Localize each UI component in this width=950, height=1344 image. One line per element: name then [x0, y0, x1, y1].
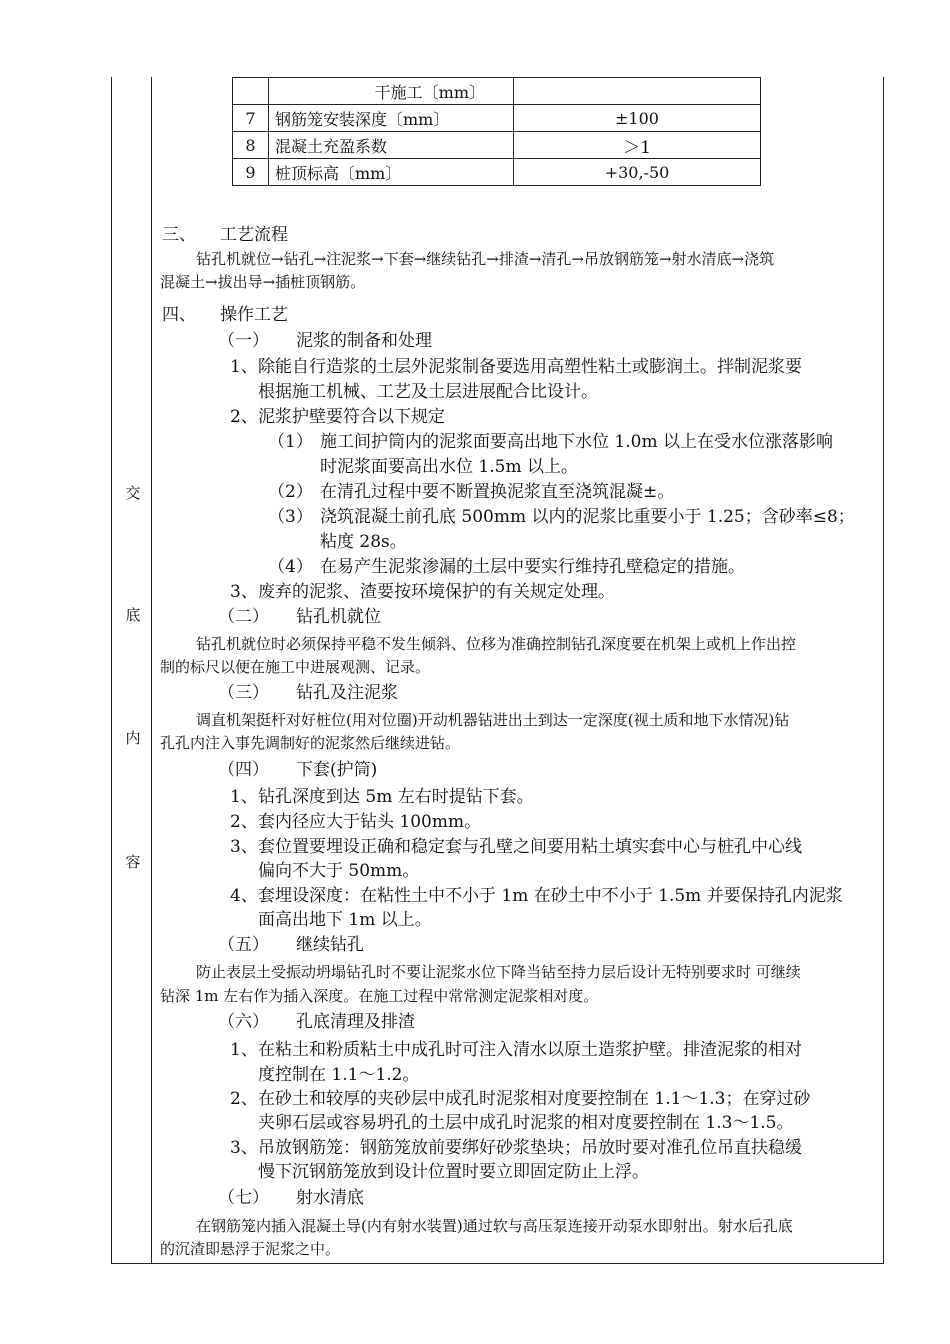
table-cell-item: 桩顶标高〔mm〕 — [269, 159, 514, 186]
subsection-number: （一） — [218, 331, 269, 351]
item-number: 2、 — [230, 812, 258, 832]
subsection-number: （七） — [218, 1188, 269, 1208]
item-text: 废弃的泥浆、渣要按环境保护的有关规定处理。 — [258, 582, 615, 602]
item-text: 泥浆护壁要符合以下规定 — [258, 407, 445, 427]
subsection-title: 钻孔机就位 — [296, 607, 381, 627]
subitem-text-line: 浇筑混凝土前孔底 500mm 以内的泥浆比重要小于 1.25；含砂率≤8； — [320, 507, 855, 527]
table-row — [233, 78, 761, 105]
subsection-number: （六） — [218, 1012, 269, 1032]
item-text: 钻孔深度到达 5m 左右时提钻下套。 — [258, 787, 534, 807]
item-number: 1、 — [230, 787, 258, 807]
item-number: 3、 — [230, 582, 258, 602]
subitem-text-line: 粘度 28s。 — [320, 532, 407, 552]
subitem-number: （3） — [268, 507, 313, 527]
paragraph-line: 调直机架挺杆对好桩位(用对位圈)开动机器钻进出土到达一定深度(视土质和地下水情况)钻 — [196, 711, 790, 729]
section-title: 工艺流程 — [220, 225, 288, 245]
subitem-text: 在易产生泥浆渗漏的土层中要实行维持孔壁稳定的措施。 — [320, 557, 745, 577]
item-text: 套内径应大于钻头 100mm。 — [258, 812, 482, 832]
section-number: 三、 — [162, 225, 196, 245]
table-cell-item: 钢筋笼安装深度〔mm〕 — [269, 105, 514, 132]
subsection-title: 射水清底 — [296, 1188, 364, 1208]
table-cell-no: 7 — [233, 105, 269, 132]
subsection-number: （四） — [218, 760, 269, 780]
paragraph-line: 钻深 1m 左右作为插入深度。在施工过程中常常测定泥浆相对度。 — [160, 987, 599, 1005]
table-cell-no: 9 — [233, 159, 269, 186]
item-number: 3、 — [230, 837, 258, 857]
subitem-text-line: 施工间护筒内的泥浆面要高出地下水位 1.0m 以上在受水位涨落影响 — [320, 432, 833, 452]
item-text-line: 除能自行造浆的土层外泥浆制备要选用高塑性粘土或膨润土。拌制泥浆要 — [258, 357, 802, 377]
section-title: 操作工艺 — [220, 305, 288, 325]
table-row — [233, 159, 761, 186]
subsection-number: （三） — [218, 683, 269, 703]
table-cell-item: 混凝土充盈系数 — [269, 132, 514, 159]
item-number: 3、 — [230, 1138, 258, 1158]
paragraph-line: 防止表层土受振动坍塌钻孔时不要让泥浆水位下降当钻至持力层后设计无特别要求时 可继续 — [196, 963, 801, 981]
flow-text-line: 钻孔机就位→钻孔→注泥浆→下套→继续钻孔→排渣→清孔→吊放钢筋笼→射水清底→浇筑 — [196, 250, 775, 268]
table-cell-value: ±100 — [514, 105, 761, 132]
table-cell-value: ＞1 — [514, 132, 761, 159]
item-text-line: 在砂土和较厚的夹砂层中成孔时泥浆相对度要控制在 1.1～1.3；在穿过砂 — [258, 1089, 811, 1109]
subsection-number: （五） — [218, 935, 269, 955]
subsection-title: 泥浆的制备和处理 — [296, 331, 432, 351]
table-row — [233, 105, 761, 132]
subsection-number: （二） — [218, 607, 269, 627]
section-number: 四、 — [162, 305, 196, 325]
item-number: 2、 — [230, 1089, 258, 1109]
side-label-char: 容 — [125, 853, 141, 871]
subitem-number: （4） — [268, 557, 313, 577]
item-text-line: 度控制在 1.1～1.2。 — [258, 1065, 420, 1085]
subitem-number: （2） — [268, 482, 313, 502]
item-number: 2、 — [230, 407, 258, 427]
table-cell-no — [233, 78, 269, 105]
side-label-char: 底 — [125, 606, 141, 624]
table-cell-value: +30,-50 — [514, 159, 761, 186]
item-text-line: 根据施工机械、工艺及土层进展配合比设计。 — [258, 382, 598, 402]
side-label-char: 内 — [125, 729, 141, 747]
table-row — [233, 132, 761, 159]
subsection-title: 钻孔及注泥浆 — [296, 683, 398, 703]
table-cell-item: 干施工〔mm〕 — [269, 78, 514, 105]
table-cell-value — [514, 78, 761, 105]
paragraph-line: 制的标尺以便在施工中进展观测、记录。 — [160, 658, 431, 676]
subsection-title: 孔底清理及排渣 — [296, 1012, 415, 1032]
subitem-text: 在清孔过程中要不断置换泥浆直至浇筑混凝±。 — [320, 482, 675, 502]
subsection-title: 下套(护筒) — [296, 760, 378, 780]
paragraph-line: 钻孔机就位时必须保持平稳不发生倾斜、位移为准确控制钻孔深度要在机架上或机上作出控 — [196, 635, 797, 653]
flow-text-line: 混凝土→拔出导→插桩顶钢筋。 — [160, 273, 366, 291]
item-text-line: 偏向不大于 50mm。 — [258, 861, 420, 881]
item-text-line: 套位置要埋设正确和稳定套与孔壁之间要用粘土填实套中心与桩孔中心线 — [258, 837, 802, 857]
spec-table — [232, 77, 761, 186]
item-text-line: 面高出地下 1m 以上。 — [258, 910, 432, 930]
item-text-line: 套埋设深度：在粘性土中不小于 1m 在砂土中不小于 1.5m 并要保持孔内泥浆 — [258, 886, 843, 906]
subitem-number: （1） — [268, 432, 313, 452]
subitem-text-line: 时泥浆面要高出水位 1.5m 以上。 — [320, 457, 578, 477]
item-text-line: 在粘土和粉质粘土中成孔时可注入清水以原土造浆护壁。排渣泥浆的相对 — [258, 1040, 802, 1060]
item-number: 4、 — [230, 886, 258, 906]
item-text-line: 慢下沉钢筋笼放到设计位置时要立即固定防止上浮。 — [258, 1162, 649, 1182]
paragraph-line: 孔孔内注入事先调制好的泥浆然后继续进钻。 — [160, 734, 461, 752]
paragraph-line: 的沉渣即悬浮于泥浆之中。 — [160, 1240, 341, 1258]
item-text-line: 吊放钢筋笼：钢筋笼放前要绑好砂浆垫块；吊放时要对准孔位吊直扶稳缓 — [258, 1138, 802, 1158]
table-cell-no: 8 — [233, 132, 269, 159]
subsection-title: 继续钻孔 — [296, 935, 364, 955]
item-number: 1、 — [230, 1040, 258, 1060]
paragraph-line: 在钢筋笼内插入混凝土导(内有射水装置)通过软与高压泵连接开动泵水即射出。射水后孔底 — [196, 1217, 793, 1235]
side-label-char: 交 — [125, 484, 141, 502]
item-number: 1、 — [230, 357, 258, 377]
column-divider — [151, 77, 152, 1264]
item-text-line: 夹卵石层或容易坍孔的土层中成孔时泥浆的相对度要控制在 1.3～1.5。 — [258, 1113, 794, 1133]
